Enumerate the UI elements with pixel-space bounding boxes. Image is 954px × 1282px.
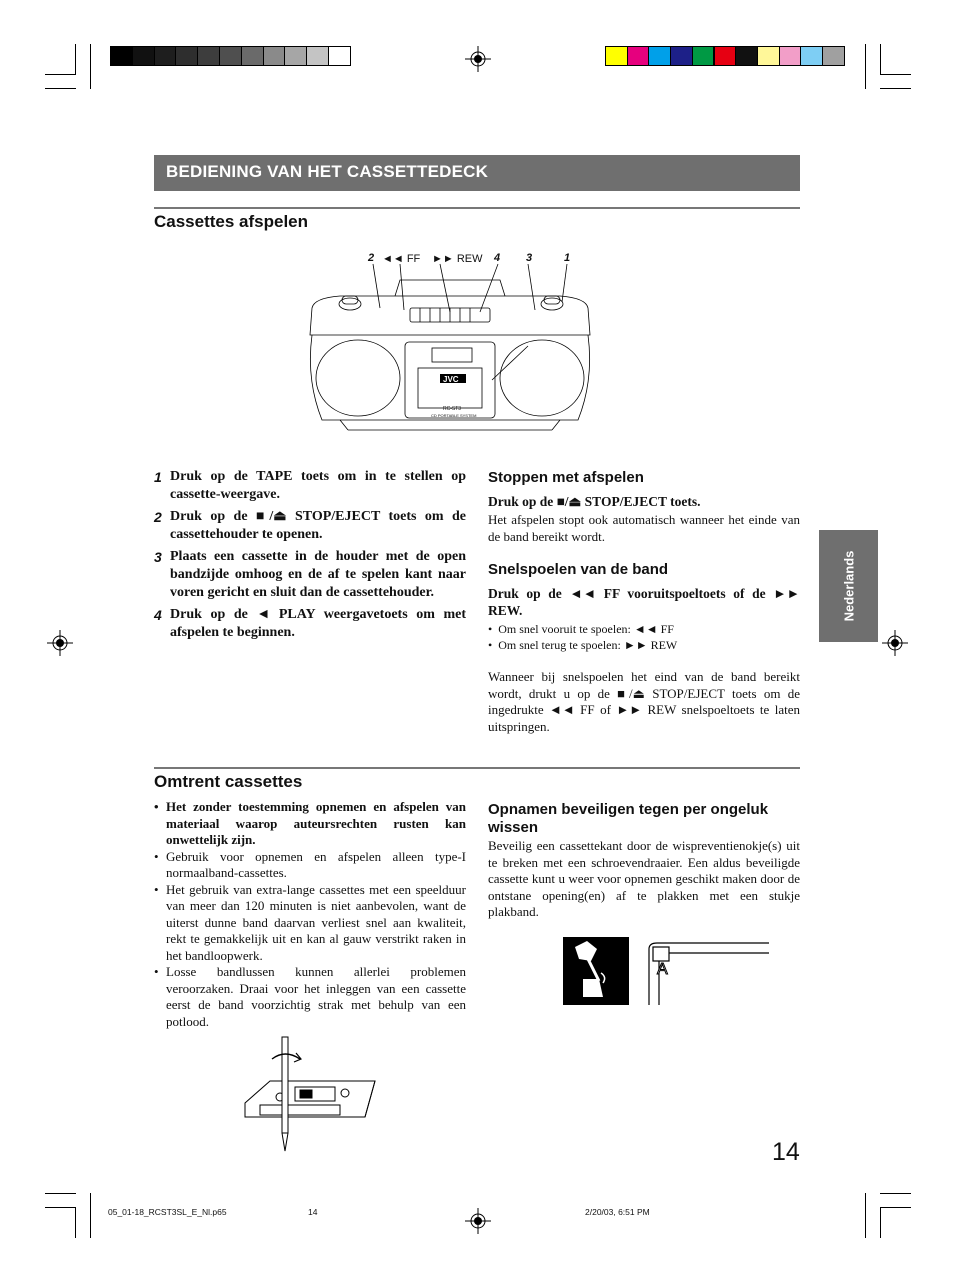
color-swatch (306, 46, 329, 66)
boombox-diagram (300, 250, 600, 440)
play-heading: Cassettes afspelen (154, 212, 309, 231)
stop-text: Het afspelen stopt ook automatisch wanneer het einde van de band bereikt wordt. (488, 512, 800, 544)
about-bullet-3: • Het gebruik van extra-lange cassettes met een speelduur van meer dan 120 minuten is niet aanbevolen, want de uiterst dunne band daarvan verliest snel aan kwaliteit, rekt te gemakkelijk uit en kan al gauw verstrikt raken in het bandloopwerk. (154, 881, 466, 963)
callout-rew: ►► REW (432, 253, 483, 265)
color-swatch (648, 46, 671, 66)
color-swatch (132, 46, 155, 66)
callout-1: 1 (564, 252, 571, 264)
protect-text: Beveilig een cassettekant door de wispreventienokje(s) uit te breken met een schroevendraaier. Een aldus beveiligde cassette kunt u weer voor opnemen geschikt maken door de ontstane opening(en) af te plakken met een stukje plakband. (488, 838, 800, 919)
color-swatch (692, 46, 715, 66)
stop-heading: Stoppen met afspelen (488, 469, 644, 486)
cassette-pencil-illustration (240, 1035, 380, 1157)
color-swatch (800, 46, 823, 66)
color-swatch (714, 46, 737, 66)
color-swatch (735, 46, 758, 66)
callout-4: 4 (494, 252, 501, 264)
callout-2: 2 (368, 252, 375, 264)
section-title-bar (154, 155, 800, 191)
brand-label: JVC (443, 375, 459, 384)
divider (154, 207, 800, 209)
protect-illustration (563, 937, 769, 1007)
color-swatch (670, 46, 693, 66)
callout-3: 3 (526, 252, 533, 264)
color-swatch (627, 46, 650, 66)
color-swatch (219, 46, 242, 66)
color-swatch (241, 46, 264, 66)
wind-text: Wanneer bij snelspoelen het eind van de band bereikt wordt, drukt u op de ■/⏏ STOP/EJECT toets om de ingedrukte ◄◄ FF of ►► REW snelspoeltoets te laten uitspringen. (488, 669, 800, 734)
divider (154, 767, 800, 769)
color-swatch (822, 46, 845, 66)
color-swatch (605, 46, 628, 66)
color-swatch (779, 46, 802, 66)
registration-mark-right (882, 630, 908, 656)
about-heading: Omtrent cassettes (154, 772, 303, 791)
screwdriver-tab-illustration (563, 937, 629, 1005)
about-bullet-2: • Gebruik voor opnemen en afspelen alleen type-I normaalband-cassettes. (154, 848, 466, 880)
color-swatch (757, 46, 780, 66)
about-bullet-1: • Het zonder toestemming opnemen en afspelen van materiaal waarop auteursrechten rusten kan onwettelijk zijn. (154, 799, 466, 847)
page-number: 14 (772, 1138, 800, 1166)
footer-page: 14 (308, 1207, 318, 1217)
step-2: 2 Druk op de ■/⏏ STOP/EJECT toets om de cassettehouder te openen. (154, 509, 466, 542)
play-steps (154, 468, 466, 646)
step-4: 4 Druk op de ◄ PLAY weergavetoets om met afspelen te beginnen. (154, 607, 466, 640)
wind-heading: Snelspoelen van de band (488, 561, 669, 578)
wind-bullet-1: • Om snel vooruit te spoelen: ◄◄ FF (488, 622, 674, 636)
stop-instruction: Druk op de ■/⏏ STOP/EJECT toets. (488, 494, 701, 509)
registration-mark-bottom (465, 1208, 491, 1234)
color-swatch (284, 46, 307, 66)
model-label: RC-ST3 (443, 406, 462, 412)
callout-ff: ◄◄ FF (382, 253, 421, 265)
about-bullets (154, 799, 466, 1030)
protect-heading: Opnamen beveiligen tegen per ongeluk wissen (488, 801, 769, 836)
language-tab-label: Nederlands (841, 550, 856, 622)
wind-bullet-2: • Om snel terug te spoelen: ►► REW (488, 638, 678, 652)
wind-instruction: Druk op de ◄◄ FF vooruitspoeltoets of de ►► REW. (488, 586, 800, 618)
registration-mark-left (47, 630, 73, 656)
registration-mark-top (465, 46, 491, 72)
color-swatch (328, 46, 351, 66)
model-sub-label: CD PORTABLE SYSTEM (431, 413, 477, 418)
section-title: BEDIENING VAN HET CASSETTEDECK (166, 162, 489, 181)
step-1: 1 Druk op de TAPE toets om in te stellen op cassette-weergave. (154, 469, 466, 502)
color-swatch (110, 46, 133, 66)
about-bullet-4: • Losse bandlussen kunnen allerlei problemen veroorzaken. Draai voor het inleggen van een cassette eerst de band voorzichtig strak met behulp van een potlood. (154, 964, 466, 1029)
tab-label-a: A (657, 961, 668, 978)
color-swatch (175, 46, 198, 66)
color-swatch (197, 46, 220, 66)
color-swatch (263, 46, 286, 66)
footer-date: 2/20/03, 6:51 PM (585, 1207, 650, 1217)
color-swatch (154, 46, 177, 66)
step-3: 3 Plaats een cassette in de houder met de open bandzijde omhoog en de af te spelen kant naar voren gericht en sluit dan de cassettehouder. (154, 549, 466, 600)
language-tab (819, 530, 878, 642)
footer-file: 05_01-18_RCST3SL_E_Nl.p65 (108, 1207, 227, 1217)
